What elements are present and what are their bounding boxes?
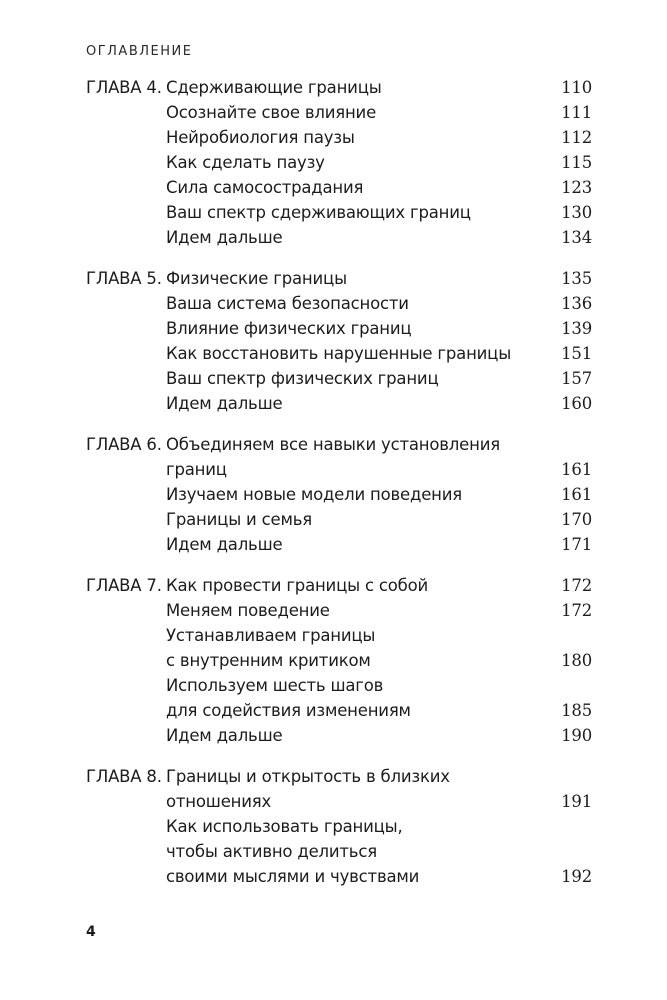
- toc-entry: [86, 673, 592, 698]
- toc-entry: [86, 266, 592, 291]
- section-title: границ: [166, 460, 227, 479]
- toc-entry: [86, 225, 592, 250]
- toc-page-number: 134: [561, 228, 592, 247]
- chapter-title: Границы и открытость в близких: [166, 767, 450, 786]
- toc-page-number: 130: [561, 203, 592, 222]
- section-title: Устанавливаем границы: [166, 626, 376, 645]
- toc-page-number: 115: [561, 153, 592, 172]
- toc-page-number: 160: [561, 394, 592, 413]
- section-title: Используем шесть шагов: [166, 676, 384, 695]
- toc-page-number: 180: [561, 651, 592, 670]
- section-title: Как восстановить нарушенные границы: [166, 344, 512, 363]
- toc-chapter: [86, 764, 592, 889]
- section-title: Изучаем новые модели поведения: [166, 485, 462, 504]
- section-title: отношениях: [166, 792, 272, 811]
- toc-page-number: 190: [561, 726, 592, 745]
- toc-chapter: [86, 266, 592, 416]
- toc-entry: [86, 457, 592, 482]
- running-header: ОГЛАВЛЕНИЕ: [86, 44, 193, 59]
- toc-page-number: 110: [561, 78, 592, 97]
- toc-page-number: 135: [561, 269, 592, 288]
- toc-entry: [86, 100, 592, 125]
- section-title: Границы и семья: [166, 510, 312, 529]
- toc-entry: [86, 125, 592, 150]
- toc-page-number: 171: [561, 535, 592, 554]
- section-title: Идем дальше: [166, 228, 283, 247]
- toc-entry: [86, 573, 592, 598]
- chapter-label: ГЛАВА 5.: [86, 269, 162, 288]
- toc-entry: [86, 482, 592, 507]
- toc-page-number: 185: [561, 701, 592, 720]
- toc-entry: [86, 864, 592, 889]
- toc-entry: [86, 789, 592, 814]
- toc-entry: [86, 507, 592, 532]
- toc-page-number: 192: [561, 867, 592, 886]
- section-title: Нейробиология паузы: [166, 128, 355, 147]
- toc-page-number: 157: [561, 369, 592, 388]
- section-title: Влияние физических границ: [166, 319, 412, 338]
- toc-entry: [86, 839, 592, 864]
- table-of-contents: [86, 75, 592, 905]
- toc-entry: [86, 764, 592, 789]
- section-title: с внутренним критиком: [166, 651, 371, 670]
- chapter-label: ГЛАВА 4.: [86, 78, 162, 97]
- toc-entry: [86, 723, 592, 748]
- toc-entry: [86, 150, 592, 175]
- section-title: Идем дальше: [166, 394, 283, 413]
- section-title: Осознайте свое влияние: [166, 103, 377, 122]
- section-title: Как использовать границы,: [166, 817, 403, 836]
- section-title: Меняем поведение: [166, 601, 330, 620]
- section-title: Сила самосострадания: [166, 178, 364, 197]
- toc-chapter: [86, 75, 592, 250]
- toc-entry: [86, 698, 592, 723]
- toc-page-number: 136: [561, 294, 592, 313]
- toc-entry: [86, 814, 592, 839]
- section-title: чтобы активно делиться: [166, 842, 377, 861]
- section-title: Ваша система безопасности: [166, 294, 409, 313]
- section-title: Ваш спектр сдерживающих границ: [166, 203, 471, 222]
- section-title: Идем дальше: [166, 726, 283, 745]
- toc-entry: [86, 200, 592, 225]
- toc-page-number: 172: [561, 601, 592, 620]
- toc-entry: [86, 175, 592, 200]
- toc-entry: [86, 532, 592, 557]
- section-title: Ваш спектр физических границ: [166, 369, 439, 388]
- page-number: 4: [86, 924, 96, 940]
- toc-page-number: 151: [561, 344, 592, 363]
- chapter-title: Как провести границы с собой: [166, 576, 429, 595]
- toc-page-number: 139: [561, 319, 592, 338]
- toc-entry: [86, 648, 592, 673]
- toc-entry: [86, 366, 592, 391]
- toc-entry: [86, 598, 592, 623]
- toc-entry: [86, 316, 592, 341]
- section-title: своими мыслями и чувствами: [166, 867, 420, 886]
- toc-page-number: 161: [561, 485, 592, 504]
- section-title: Идем дальше: [166, 535, 283, 554]
- toc-page-number: 170: [561, 510, 592, 529]
- toc-chapter: [86, 573, 592, 748]
- toc-entry: [86, 432, 592, 457]
- toc-entry: [86, 75, 592, 100]
- toc-page-number: 123: [561, 178, 592, 197]
- toc-page-number: 172: [561, 576, 592, 595]
- toc-entry: [86, 391, 592, 416]
- toc-entry: [86, 291, 592, 316]
- toc-page-number: 112: [561, 128, 592, 147]
- chapter-title: Физические границы: [166, 269, 347, 288]
- toc-page-number: 161: [561, 460, 592, 479]
- toc-page-number: 111: [561, 103, 592, 122]
- section-title: Как сделать паузу: [166, 153, 325, 172]
- chapter-title: Сдерживающие границы: [166, 78, 382, 97]
- toc-entry: [86, 623, 592, 648]
- section-title: для содействия изменениям: [166, 701, 411, 720]
- toc-entry: [86, 341, 592, 366]
- toc-page-number: 191: [561, 792, 592, 811]
- chapter-title: Объединяем все навыки установления: [166, 435, 500, 454]
- chapter-label: ГЛАВА 7.: [86, 576, 162, 595]
- chapter-label: ГЛАВА 6.: [86, 435, 162, 454]
- toc-chapter: [86, 432, 592, 557]
- chapter-label: ГЛАВА 8.: [86, 767, 162, 786]
